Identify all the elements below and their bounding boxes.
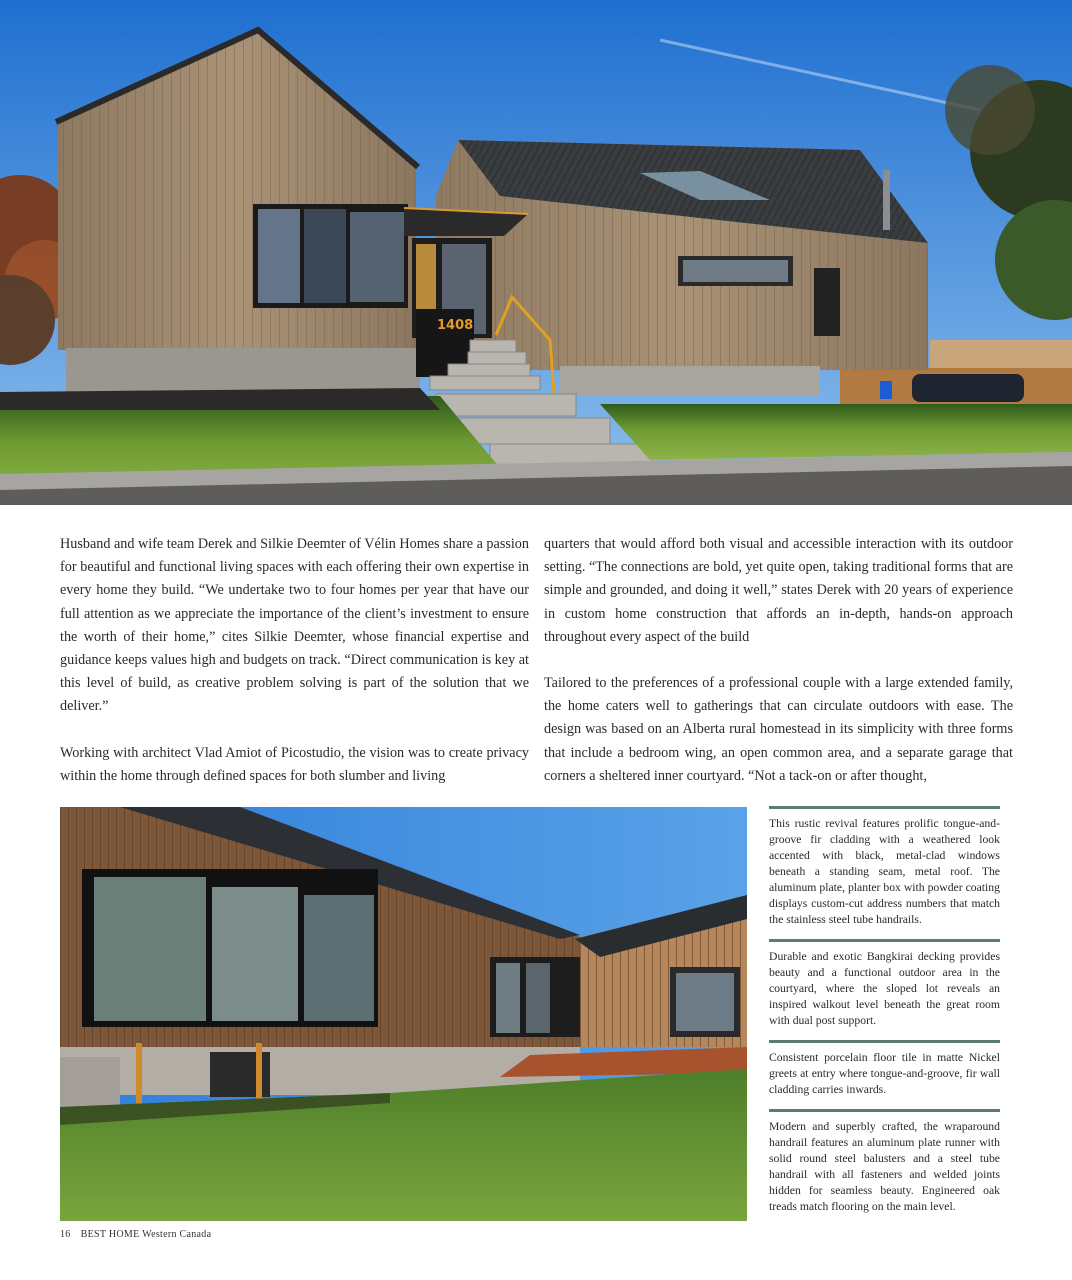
article-right-column [544,533,1013,811]
caption: This rustic revival features prolific tongue-and-groove fir cladding with a weathered look accented with black, metal-clad windows beneath a standing seam, metal roof. The aluminum plate, planter box with powder coating displays custom-cut address numbers that match the stainless steel tube handrails. [769,806,1000,928]
page-footer [60,1229,221,1240]
address-number: 1408 [437,318,474,333]
page-number: 16 [60,1229,71,1240]
article-paragraph: Husband and wife team Derek and Silkie Deemter of Vélin Homes share a passion for beautiful and functional living spaces with each offering their own expertise in every home they build. “We undertake two to four homes per year that have our full attention as we appreciate the importance of the client’s investment to ensure the worth of their home,” cites Silkie Deemter, whose financial expertise and guidance keeps values high and budgets on track. “Direct communication is key at this level of build, as creative problem solving is part of the solution that we deliver.” [60,536,529,715]
caption: Durable and exotic Bangkirai decking provides beauty and a functional outdoor area in the courtyard, where the sloped lot reveals an inspired walkout level beneath the great room with dual post support. [769,939,1000,1029]
photo-captions [769,806,1000,1226]
caption: Consistent porcelain floor tile in matte Nickel greets at entry where tongue-and-groove, fir wall cladding carries inwards. [769,1040,1000,1098]
article-paragraph: Tailored to the preferences of a professional couple with a large extended family, the home caters well to gatherings that can circulate outdoors with ease. The design was based on an Alberta rural homestead in its simplicity with three forms that include a bedroom wing, an open common area, and a separate garage that corners a sheltered inner courtyard. “Not a tack-on or after thought, [544,675,1013,784]
caption: Modern and superbly crafted, the wraparound handrail features an aluminum plate runner with solid round steel balusters and a steel tube handrail with all fasteners and welded joints hidden for seamless beauty. Engineered oak treads match flooring on the main level. [769,1109,1000,1215]
courtyard-photo [60,807,747,1221]
article-paragraph: Working with architect Vlad Amiot of Picostudio, the vision was to create privacy within the home through defined spaces for both slumber and living [60,744,529,784]
publication-name: BEST HOME Western Canada [80,1229,212,1240]
hero-photo [0,0,1072,505]
article-left-column [60,533,529,811]
article-paragraph: quarters that would afford both visual and accessible interaction with its outdoor setting. “The connections are bold, yet quite open, taking traditional forms that are simple and grounded, and doing it well,” states Derek with 20 years of experience in custom home construction that affords an in-depth, hands-on approach throughout every aspect of the build [544,536,1013,645]
